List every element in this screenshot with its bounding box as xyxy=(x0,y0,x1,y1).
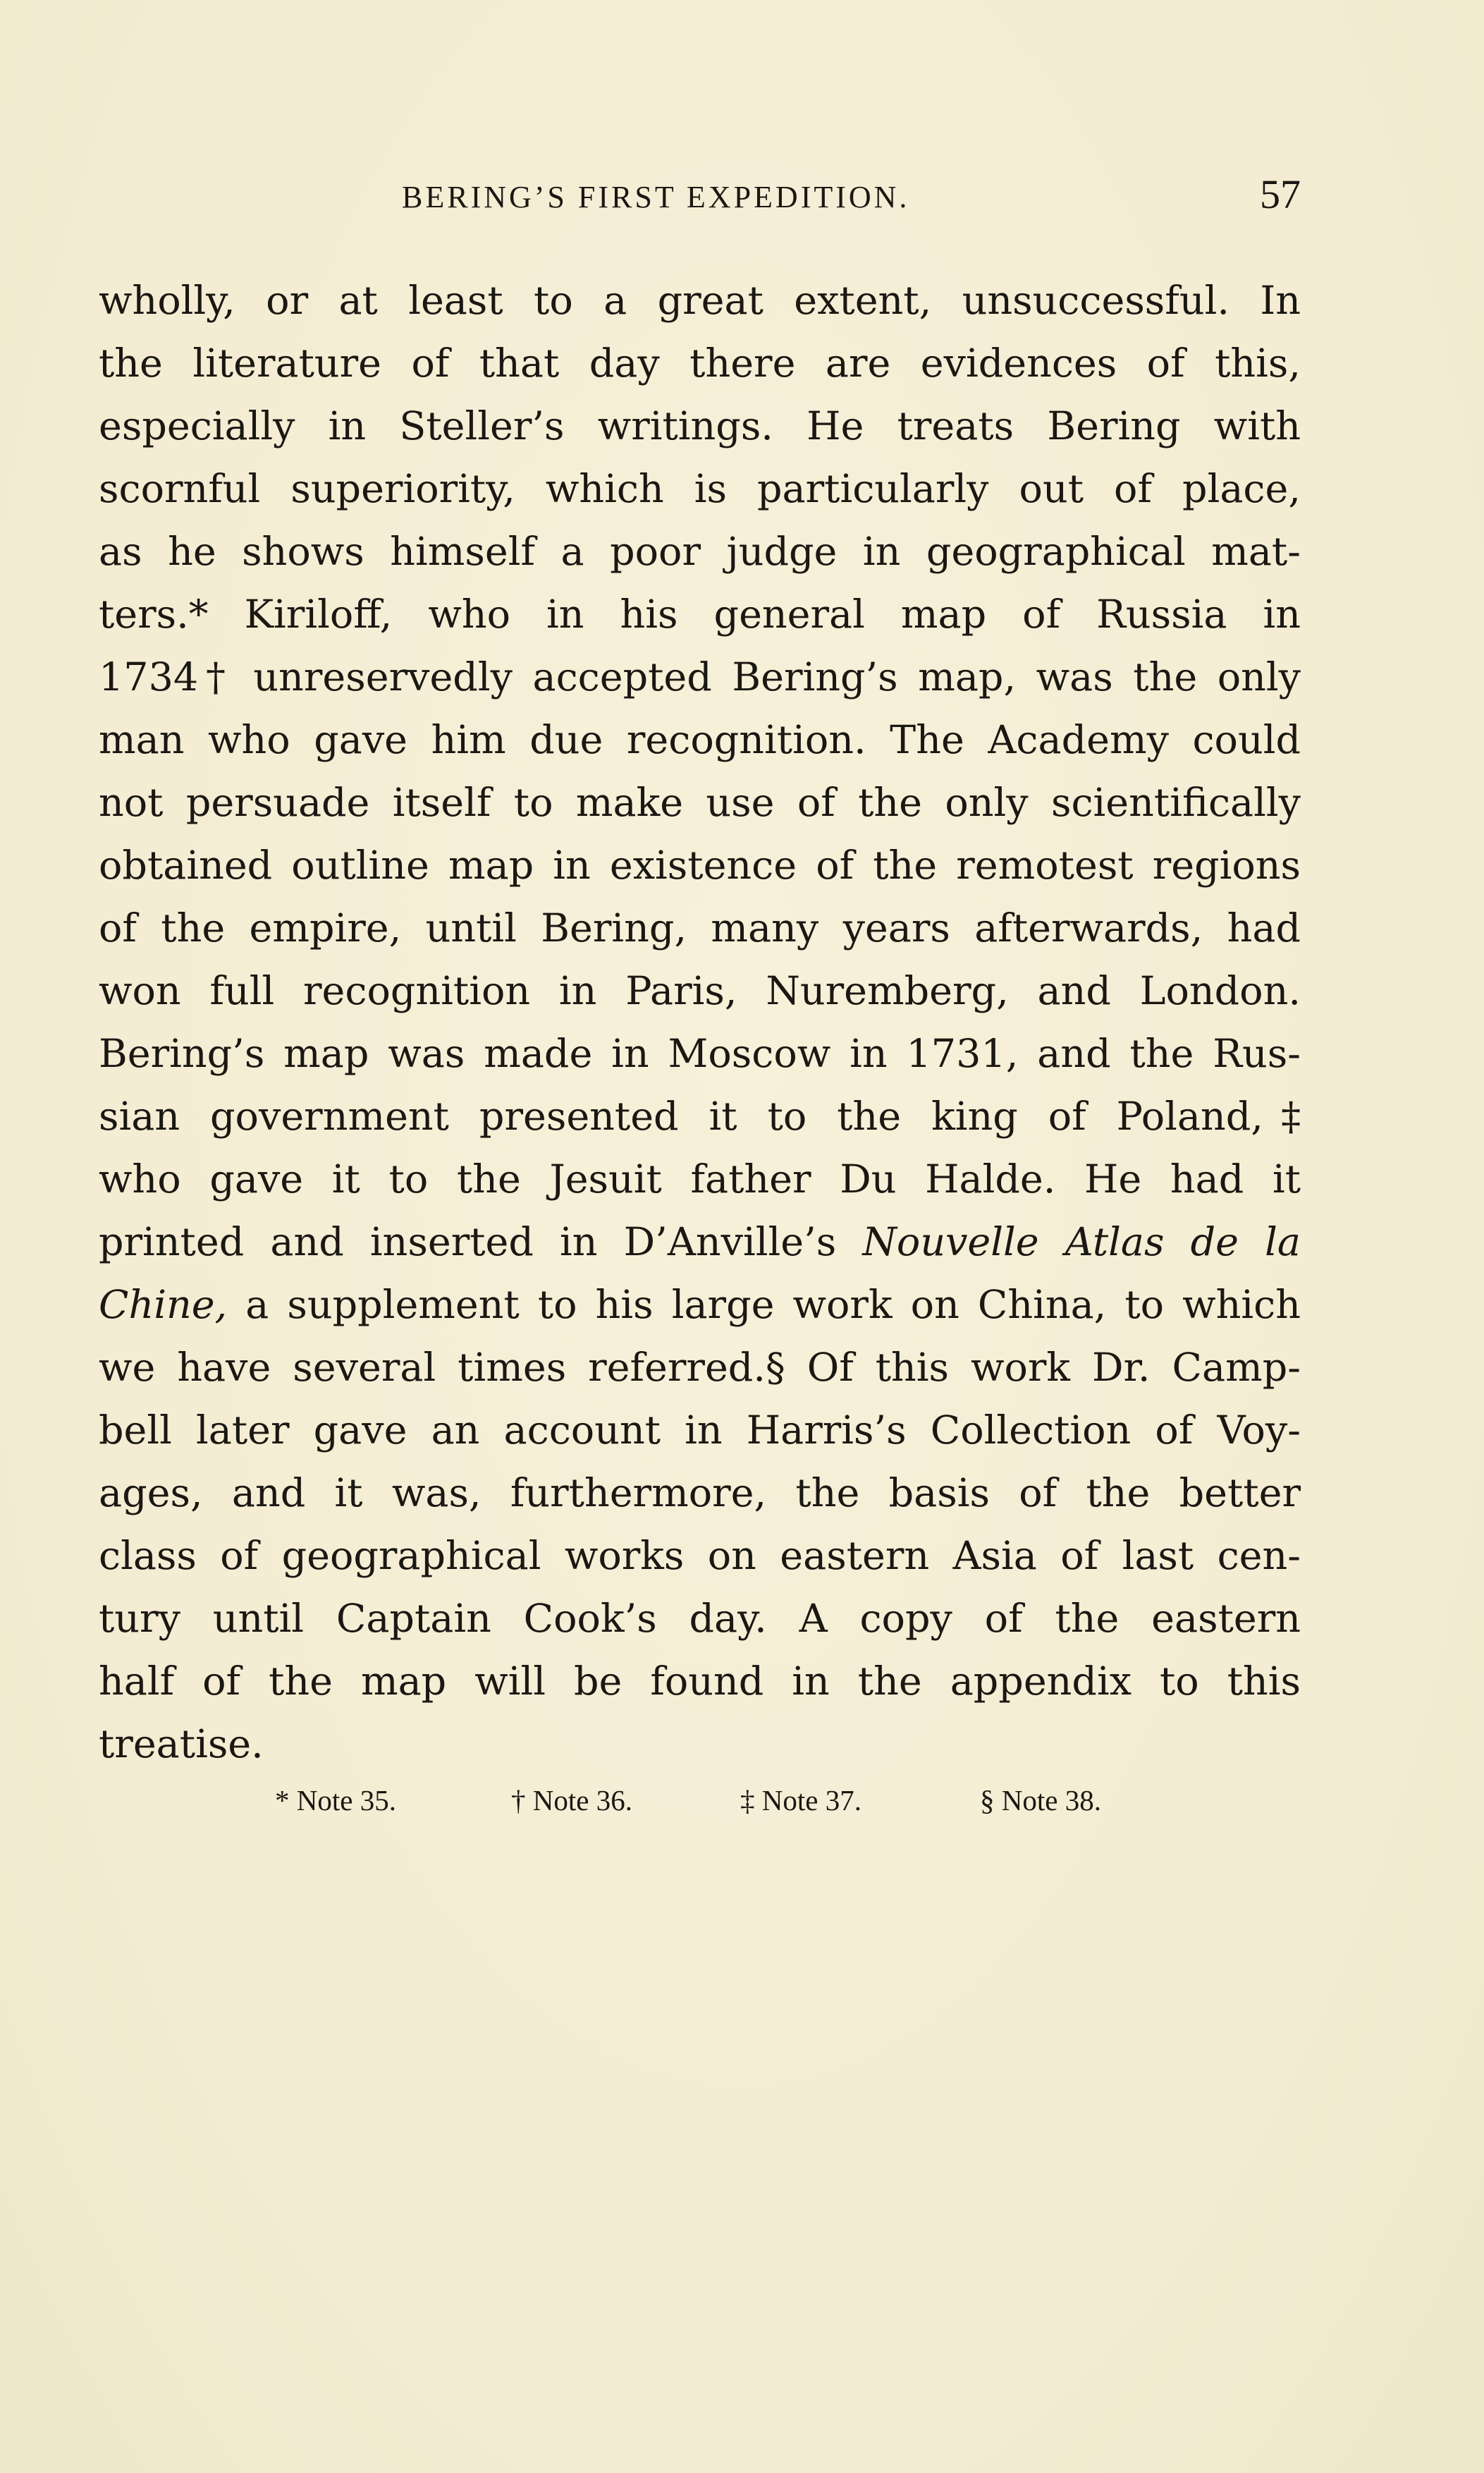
text-line: man who gave him due recognition. The Academy could xyxy=(99,717,1301,763)
text-line: Bering’s map was made in Moscow in 1731, and the Rus- xyxy=(99,1031,1301,1077)
text-line: half of the map will be found in the appendix to this xyxy=(99,1659,1301,1704)
text-line: the literature of that day there are evidences of this, xyxy=(99,341,1301,386)
page-header xyxy=(99,171,1301,219)
text-line: ters.* Kiriloff, who in his general map of Russia in xyxy=(99,592,1301,637)
footnote: § Note 38. xyxy=(980,1784,1101,1816)
text-line xyxy=(99,1274,1301,1336)
running-head: BERING’S FIRST EXPEDITION. xyxy=(402,180,910,214)
text-line: ages, and it was, furthermore, the basis of the better xyxy=(99,1470,1301,1516)
text-line: tury until Captain Cook’s day. A copy of the eastern xyxy=(99,1596,1301,1642)
footnote: * Note 35. xyxy=(275,1784,396,1816)
text-line: bell later gave an account in Harris’s Collection of Voy- xyxy=(99,1408,1301,1453)
text-line: class of geographical works on eastern Asia of last cen- xyxy=(99,1533,1301,1579)
text-line: of the empire, until Bering, many years afterwards, had xyxy=(99,905,1301,951)
text-fragment: printed and inserted in D’Anville’s xyxy=(99,1219,863,1265)
footnotes xyxy=(275,1781,1262,1820)
text-line: scornful superiority, which is particularly out of place, xyxy=(99,466,1301,512)
footnote: ‡ Note 37. xyxy=(740,1784,861,1816)
page-number: 57 xyxy=(1260,171,1301,217)
book-title-italic: Nouvelle Atlas de la xyxy=(862,1219,1301,1265)
text-line: treatise. xyxy=(99,1721,264,1767)
text-fragment: a supplement to his large work on China, to which xyxy=(227,1282,1301,1328)
text-line: obtained outline map in existence of the remotest regions xyxy=(99,843,1301,889)
text-line: who gave it to the Jesuit father Du Halde. He had it xyxy=(99,1156,1301,1202)
text-line: 1734† unreservedly accepted Bering’s map, was the only xyxy=(99,654,1301,700)
text-line: sian government presented it to the king of Poland,‡ xyxy=(99,1094,1301,1140)
text-line: wholly, or at least to a great extent, unsuccessful. In xyxy=(99,278,1301,324)
book-title-italic: Chine, xyxy=(99,1282,228,1328)
text-line xyxy=(99,1211,1301,1274)
text-line: especially in Steller’s writings. He treats Bering with xyxy=(99,403,1301,449)
text-line: won full recognition in Paris, Nuremberg, and London. xyxy=(99,968,1301,1014)
body-text xyxy=(99,269,1301,1776)
footnote: † Note 36. xyxy=(511,1784,632,1816)
text-line: as he shows himself a poor judge in geographical mat- xyxy=(99,529,1301,575)
text-line: we have several times referred.§ Of this work Dr. Camp- xyxy=(99,1345,1301,1391)
text-line: not persuade itself to make use of the only scientifically xyxy=(99,780,1301,826)
